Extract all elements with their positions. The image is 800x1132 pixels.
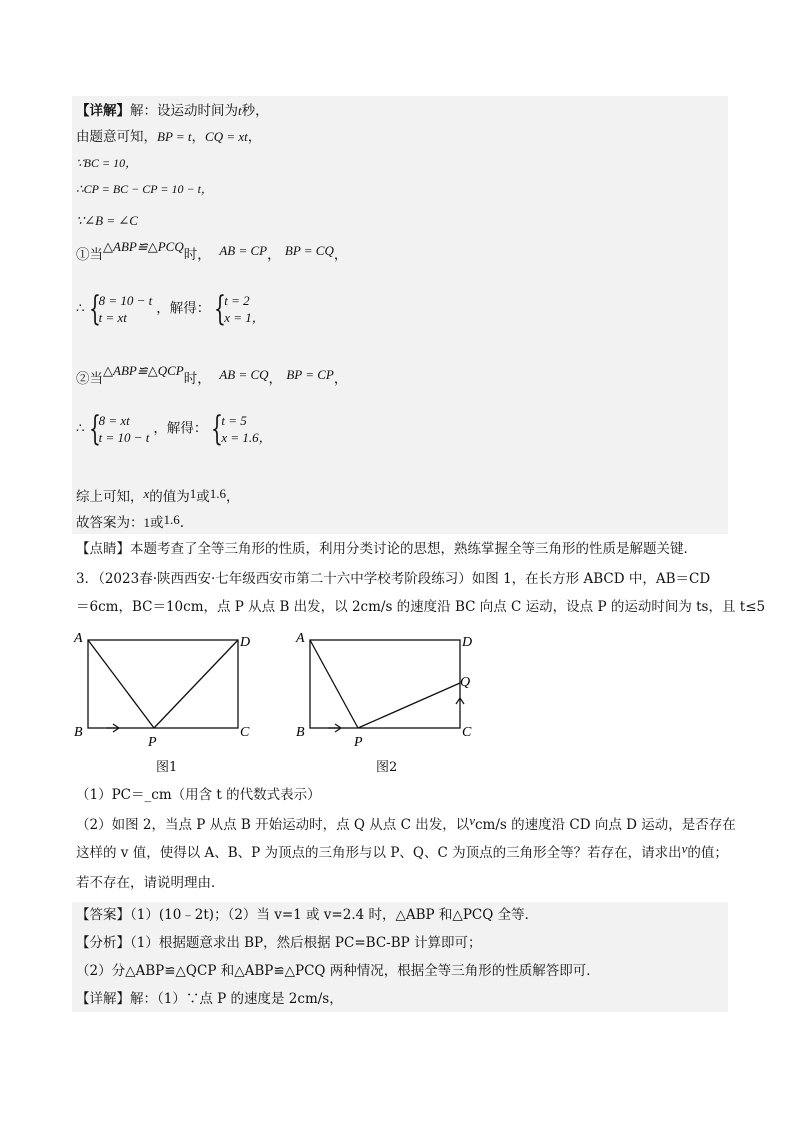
system-2-left: { 8 = xt t = 10 − t	[88, 409, 150, 449]
segment-ap	[88, 640, 154, 728]
segment-dp	[154, 640, 238, 728]
system-2-line: ∴ { 8 = xt t = 10 − t ，解得： { t = 5 x = 1.6，	[76, 409, 272, 449]
label-p: P	[148, 735, 157, 750]
system-1-right: { t = 2 x = 1，	[214, 289, 265, 329]
detail-line-1: 【详解】解：设运动时间为t秒，	[76, 103, 269, 119]
figure-1-caption: 图1	[156, 760, 178, 775]
subquestion-2-line-2: 这样的 v 值，使得以 A、B、P 为顶点的三角形与以 P、Q、C 为顶点的三角形全等？若存在，请求出v的值；	[76, 841, 728, 861]
detail-line-3: ∵BC = 10，	[76, 156, 138, 170]
system-1-line: ∴ { 8 = 10 − t t = xt ，解得： { t = 2 x = 1，	[76, 289, 265, 329]
summary-line: 综上可知，x的值为1或1.6，	[76, 486, 240, 505]
subquestion-1: （1）PC＝_cm（用含 t 的代数式表示）	[76, 787, 321, 803]
label-b: B	[74, 725, 83, 740]
label-a: A	[296, 631, 305, 646]
detail-line: 【详解】解：（1）∵点 P 的速度是 2cm/s，	[76, 991, 343, 1007]
subquestion-2-line-1: （2）如图 2，当点 P 从点 B 开始运动时，点 Q 从点 C 出发，以vcm/s 的速度沿 CD 向点 D 运动，是否存在	[76, 813, 736, 833]
label-c: C	[240, 725, 250, 740]
label-b: B	[296, 725, 305, 740]
detail-line-5: ∵∠B = ∠C	[76, 213, 138, 228]
detail-line-2: 由题意可知，BP = t，CQ = xt，	[76, 129, 262, 145]
case-2-line: ②当△ABP≌△QCP时， AB = CQ， BP = CP，	[76, 363, 348, 387]
label-p: P	[354, 735, 363, 750]
detail-line-4: ∴CP = BC − CP = 10 − t，	[76, 182, 213, 196]
segment-pq	[358, 683, 460, 728]
figure-2-caption: 图2	[376, 760, 398, 775]
analysis-line-1: 【分析】（1）根据题意求出 BP，然后根据 PC=BC-BP 计算即可；	[76, 935, 482, 951]
label-q: Q	[460, 675, 471, 690]
rectangle-abcd	[88, 640, 238, 728]
comment-line: 【点睛】本题考查了全等三角形的性质，利用分类讨论的思想，熟练掌握全等三角形的性质是解题关键．	[76, 541, 697, 557]
question-3-line-2: ＝6cm，BC＝10cm，点 P 从点 B 出发，以 2cm/s 的速度沿 BC 向点 C 运动，设点 P 的运动时间为 ts，且 t≤5	[76, 599, 766, 615]
label-d: D	[240, 635, 251, 650]
system-1-left: { 8 = 10 − t t = xt	[88, 289, 153, 329]
label-c: C	[462, 725, 472, 740]
case-1-line: ①当△ABP≌△PCQ时， AB = CP， BP = CQ，	[76, 239, 348, 263]
answer-line: 【答案】（1）(10﹣2t)；（2）当 v=1 或 v=2.4 时，△ABP 和△PCQ 全等．	[76, 907, 539, 923]
rectangle-abcd	[310, 640, 460, 728]
segment-ap	[310, 640, 358, 728]
question-3-line-1: 3．（2023春·陕西西安·七年级西安市第二十六中学校考阶段练习）如图 1，在长方形 ABCD 中，AB＝CD	[76, 571, 711, 587]
subquestion-2-line-3: 若不存在，请说明理由．	[76, 875, 225, 891]
final-answer-line: 故答案为：1或1.6.	[76, 512, 185, 531]
system-2-right: { t = 5 x = 1.6，	[211, 409, 272, 449]
label-d: D	[462, 635, 473, 650]
analysis-line-2: （2）分△ABP≌△QCP 和△ABP≌△PCQ 两种情况，根据全等三角形的性质解答即可．	[76, 963, 600, 979]
label-a: A	[74, 631, 83, 646]
